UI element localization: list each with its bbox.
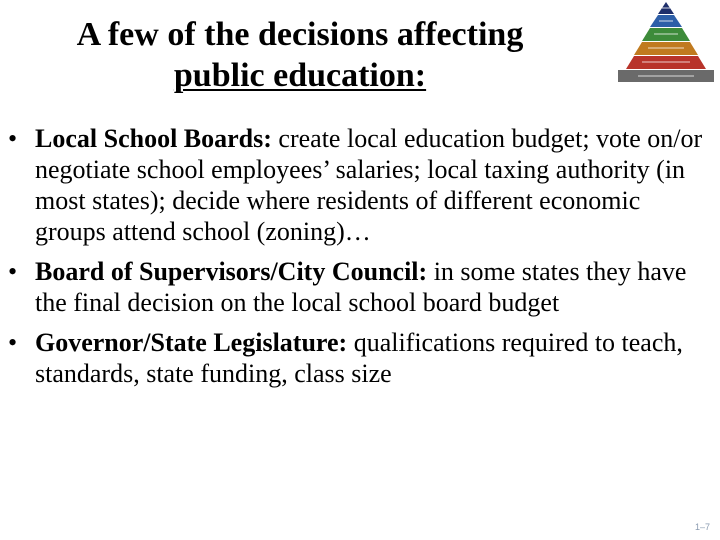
bullet-list: [8, 123, 716, 398]
slide-title: [0, 14, 600, 96]
bullet-term: Board of Supervisors/City Council:: [35, 257, 428, 286]
slide-number: 1–7: [694, 522, 710, 532]
bullet-item-local-school-boards: [8, 123, 716, 247]
bullet-text: qualifications required to teach, standards, state funding, class size: [35, 328, 683, 388]
bullet-marker: •: [8, 328, 18, 357]
title-line-2: public education:: [173, 57, 427, 94]
bullet-term: Governor/State Legislature:: [35, 328, 348, 357]
bullet-item-board-of-supervisors: [8, 256, 716, 318]
bullet-item-governor-state-legislature: [8, 327, 716, 389]
bullet-text: in some states they have the final decision on the local school board budget: [35, 257, 687, 317]
bullet-term: Local School Boards:: [35, 124, 272, 153]
bullet-marker: •: [8, 257, 18, 286]
title-line-1: A few of the decisions affecting: [76, 16, 524, 53]
bullet-marker: •: [8, 124, 18, 153]
bullet-text: create local education budget; vote on/or negotiate school employees’ salaries; local taxing authority (in most states); decide where residents of different economic groups attend school (zoning)…: [35, 124, 703, 246]
pyramid-diagram-icon: [612, 0, 720, 84]
